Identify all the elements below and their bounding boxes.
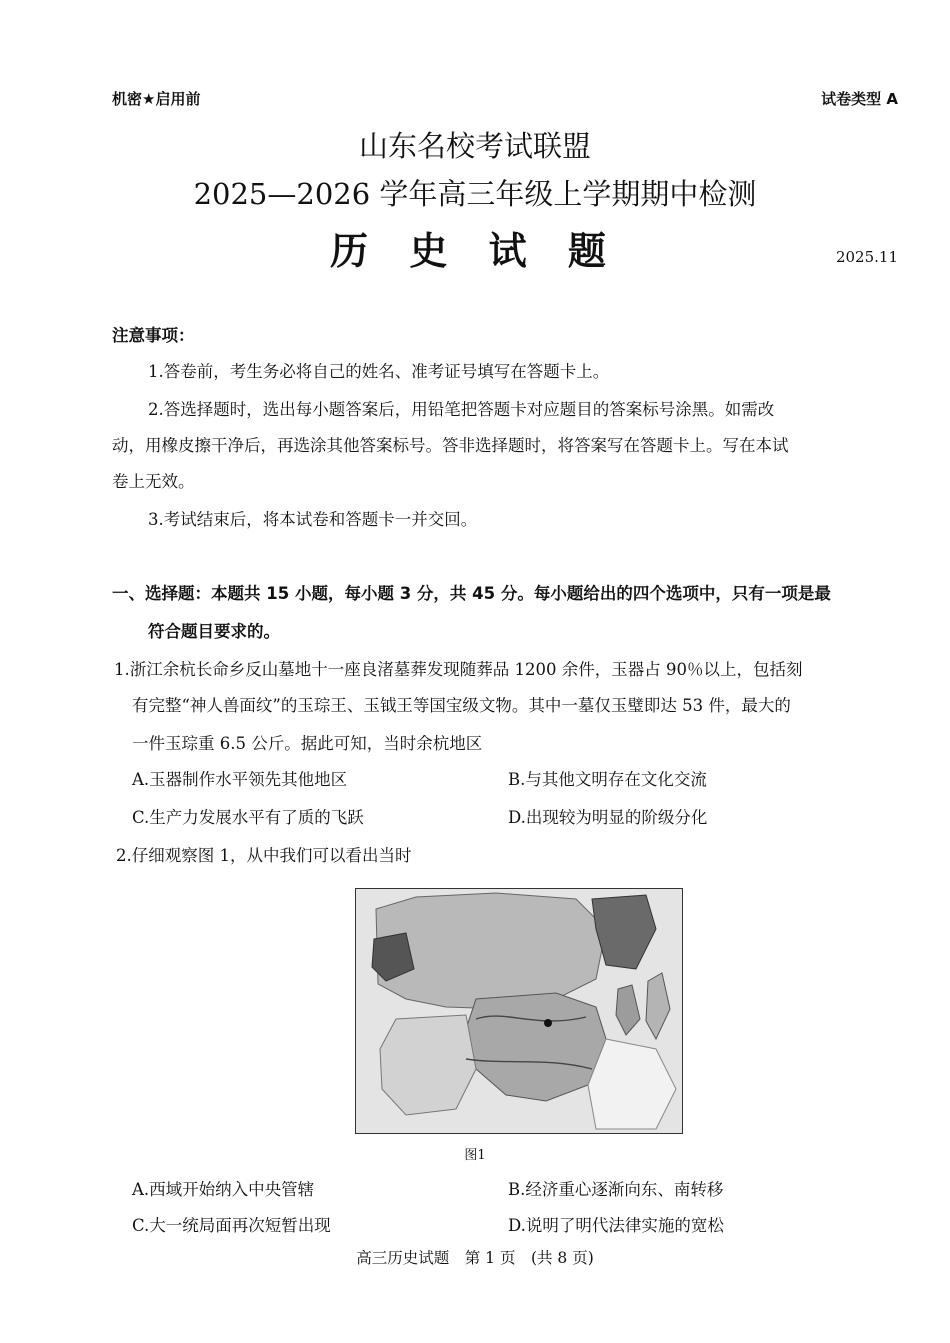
q1-option-d: D.出现较为明显的阶级分化	[508, 808, 708, 827]
historical-map-figure	[355, 888, 683, 1134]
exam-date: 2025.11	[835, 248, 898, 266]
note-item: 卷上无效。	[112, 472, 195, 491]
section-heading-cont: 符合题目要求的。	[148, 622, 280, 641]
note-item: 2.答选择题时，选出每小题答案后，用铅笔把答题卡对应题目的答案标号涂黑。如需改	[148, 400, 775, 419]
q1-stem-line: 1.浙江余杭长命乡反山墓地十一座良渚墓葬发现随葬品 1200 余件，玉器占 90％以上，包括刻	[114, 660, 803, 679]
q2-option-c: C.大一统局面再次短暂出现	[132, 1216, 331, 1235]
page-footer: 高三历史试题 第 1 页 (共 8 页)	[356, 1249, 594, 1267]
q1-stem-line: 有完整“神人兽面纹”的玉琮王、玉钺王等国宝级文物。其中一墓仅玉璧即达 53 件，最大的	[132, 696, 791, 715]
map-illustration	[356, 889, 682, 1133]
q2-option-b: B.经济重心逐渐向东、南转移	[508, 1180, 724, 1199]
confidential-label: 机密★启用前	[112, 90, 201, 108]
q1-option-b: B.与其他文明存在文化交流	[508, 770, 707, 789]
q2-option-d: D.说明了明代法律实施的宽松	[508, 1216, 724, 1235]
exam-org-title: 山东名校考试联盟	[358, 129, 591, 163]
exam-name-title: 2025—2026 学年高三年级上学期期中检测	[193, 177, 757, 211]
note-item: 3.考试结束后，将本试卷和答题卡一并交回。	[148, 510, 478, 529]
paper-type-label: 试卷类型 A	[821, 90, 898, 108]
note-item: 动，用橡皮擦干净后，再选涂其他答案标号。答非选择题时，将答案写在答题卡上。写在本试	[112, 436, 789, 455]
figure-caption: 图1	[464, 1148, 486, 1163]
note-item: 1.答卷前，考生务必将自己的姓名、准考证号填写在答题卡上。	[148, 362, 610, 381]
subject-title: 历 史 试 题	[330, 229, 620, 273]
q1-stem-line: 一件玉琮重 6.5 公斤。据此可知，当时余杭地区	[132, 734, 483, 753]
section-heading: 一、选择题：本题共 15 小题，每小题 3 分，共 45 分。每小题给出的四个选项中，只有一项是最	[112, 584, 831, 603]
q2-stem: 2.仔细观察图 1，从中我们可以看出当时	[116, 846, 412, 865]
notes-heading: 注意事项：	[112, 326, 195, 345]
q1-option-c: C.生产力发展水平有了质的飞跃	[132, 808, 364, 827]
q2-option-a: A.西域开始纳入中央管辖	[132, 1180, 315, 1199]
q1-option-a: A.玉器制作水平领先其他地区	[132, 770, 348, 789]
